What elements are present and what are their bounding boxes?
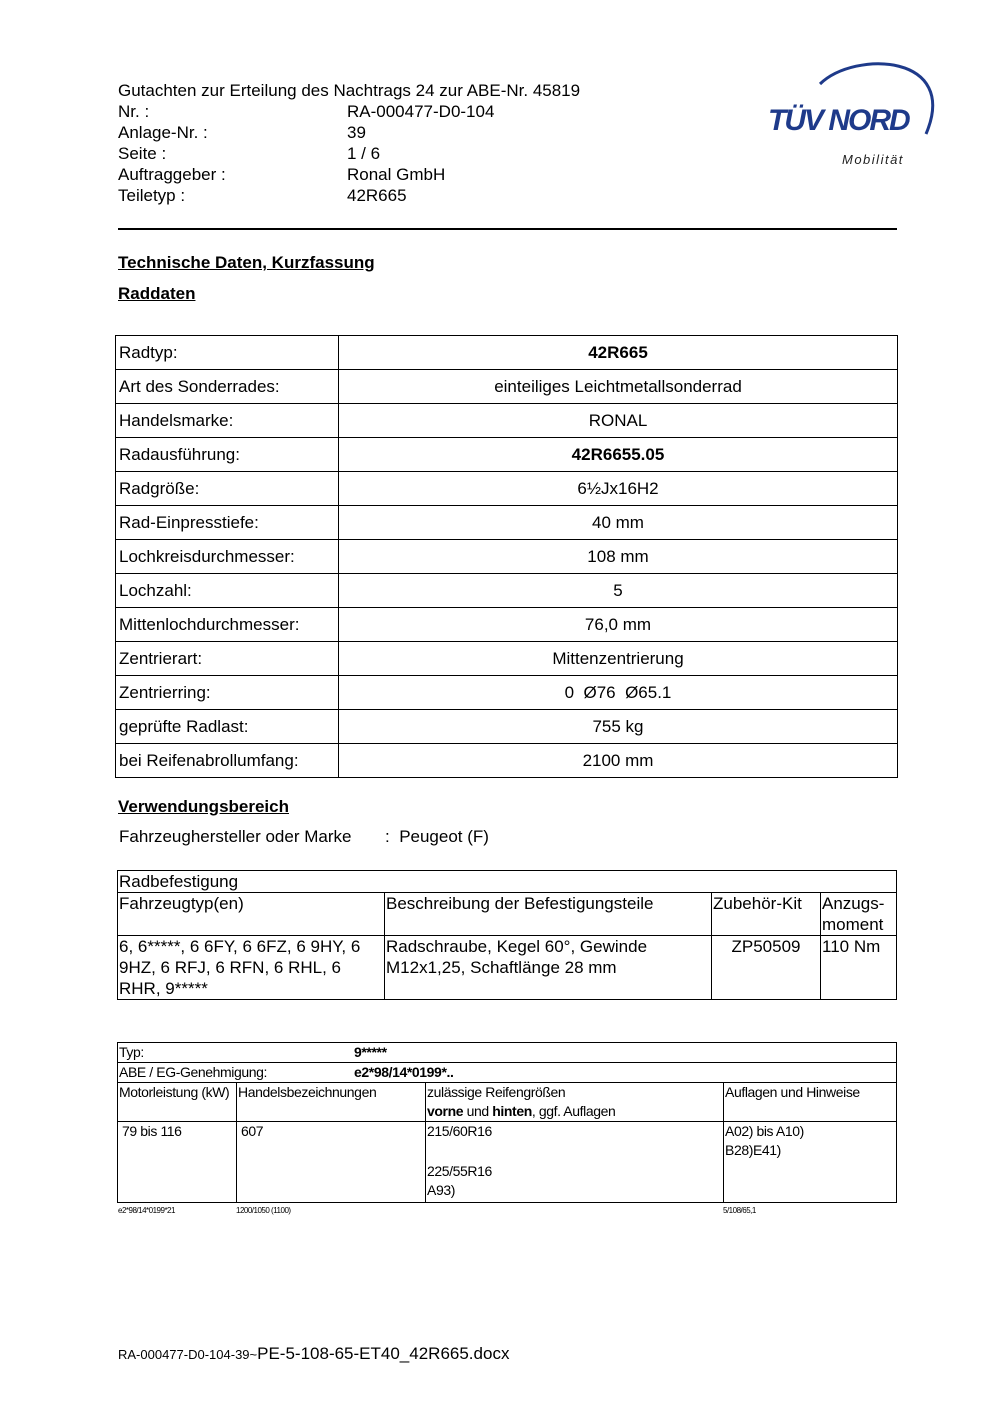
col-header-auflagen: Auflagen und Hinweise [724,1083,897,1122]
cell-fahrzeugtypen: 6, 6*****, 6 6FY, 6 6FZ, 6 9HY, 6 9HZ, 6 RFJ, 6 RFN, 6 RHL, 6 RHR, 9***** [118,936,385,1000]
table-row [116,642,898,676]
cell-reifengroessen [426,1122,724,1203]
auftraggeber-label: Auftraggeber : [118,165,226,184]
row-key: Radgröße: [116,472,339,506]
row-value: 108 mm [339,540,898,574]
table-row [118,1043,897,1063]
note-left: e2*98/14*0199*21 [118,1206,175,1215]
abe-label: ABE / EG-Genehmigung: [119,1064,268,1080]
table-row [118,871,897,893]
col-header: Anzugs-moment [821,893,897,936]
row-key: Lochkreisdurchmesser: [116,540,339,574]
table-row [116,574,898,608]
row-key: Rad-Einpresstiefe: [116,506,339,540]
section-verwendungsbereich: Verwendungsbereich [118,797,289,816]
col-header: Zubehör-Kit [712,893,821,936]
table-header-row [118,893,897,936]
reifen-header-vorne: vorne [427,1103,464,1119]
table-row [116,472,898,506]
abe-row [118,1063,897,1083]
table-row [116,744,898,778]
table-row [116,710,898,744]
reifen-b: 225/55R16 [427,1163,492,1179]
row-key: Radausführung: [116,438,339,472]
row-key: Zentrierart: [116,642,339,676]
row-key: Lochzahl: [116,574,339,608]
row-value: 76,0 mm [339,608,898,642]
row-value: RONAL [339,404,898,438]
cell-beschreibung: Radschraube, Kegel 60°, Gewinde M12x1,25, Schaftlänge 28 mm [385,936,712,1000]
radbefestigung-table [117,870,897,1000]
cell-anzugsmoment: 110 Nm [821,936,897,1000]
raddaten-table [115,335,898,778]
footer-part2: PE-5-108-65-ET40_42R665.docx [257,1344,510,1363]
col-header: Beschreibung der Befestigungsteile [385,893,712,936]
cell-auflagen [724,1122,897,1203]
fahrzeughersteller-value: Peugeot (F) [399,827,489,846]
teiletyp-value: 42R665 [347,186,407,205]
auflagen-b: B28)E41) [725,1142,781,1158]
row-key: Radtyp: [116,336,339,370]
header-divider [118,228,897,230]
anlage-label: Anlage-Nr. : [118,123,208,142]
col-header-handelsbezeichnungen: Handelsbezeichnungen [237,1083,426,1122]
table-row [116,506,898,540]
row-value: 42R6655.05 [339,438,898,472]
note-right: 5/108/65,1 [723,1206,756,1215]
col-header: Fahrzeugtyp(en) [118,893,385,936]
seite-label: Seite : [118,144,167,163]
nr-label: Nr. : [118,102,150,121]
typ-value: 9***** [354,1044,387,1060]
anlage-value: 39 [347,123,366,142]
row-value: 2100 mm [339,744,898,778]
row-value: einteiliges Leichtmetallsonderrad [339,370,898,404]
row-value: 6½Jx16H2 [339,472,898,506]
note-mid: 1200/1050 (1100) [236,1206,291,1215]
table-row [116,676,898,710]
row-value: Mittenzentrierung [339,642,898,676]
table-row [118,1122,897,1203]
teiletyp-label: Teiletyp : [118,186,186,205]
row-value: 0 Ø76 Ø65.1 [339,676,898,710]
auftraggeber-value: Ronal GmbH [347,165,446,184]
reifen-a: 215/60R16 [427,1123,492,1139]
row-value: 755 kg [339,710,898,744]
reifen-header-line1: zulässige Reifengrößen [427,1084,566,1100]
logo-sub: Mobilität [842,152,904,167]
reifen-header-hinten: hinten [492,1103,532,1119]
table-row [116,438,898,472]
table-row [118,936,897,1000]
row-key: bei Reifenabrollumfang: [116,744,339,778]
cell-zubehoer-kit: ZP50509 [712,936,821,1000]
seite-value: 1 / 6 [347,144,381,163]
col-header-reifengroessen [426,1083,724,1122]
typ-table [117,1042,897,1203]
table-header-row [118,1083,897,1122]
nr-value: RA-000477-D0-104 [347,102,495,121]
footer [118,1344,509,1364]
tuev-nord-logo [760,56,940,176]
fahrzeughersteller-label: Fahrzeughersteller oder Marke [119,827,352,846]
row-key: geprüfte Radlast: [116,710,339,744]
row-key: Zentrierring: [116,676,339,710]
typ-row [118,1043,897,1063]
section-technische-daten: Technische Daten, Kurzfassung [118,253,375,272]
reifen-header-rest: , ggf. Auflagen [531,1103,616,1119]
fahrzeughersteller-line [119,827,489,847]
row-key: Mittenlochdurchmesser: [116,608,339,642]
table-row [116,608,898,642]
fahrzeughersteller-sep: : [385,827,390,846]
row-value: 42R665 [339,336,898,370]
table-row [116,404,898,438]
row-value: 40 mm [339,506,898,540]
row-key: Handelsmarke: [116,404,339,438]
cell-motorleistung: 79 bis 116 [118,1122,237,1203]
radbefestigung-title: Radbefestigung [118,871,897,893]
footer-part1: RA-000477-D0-104-39~ [118,1347,258,1362]
table-row [116,540,898,574]
col-header-motorleistung: Motorleistung (kW) [118,1083,237,1122]
document-title: Gutachten zur Erteilung des Nachtrags 24 zur ABE-Nr. 45819 [118,81,581,100]
reifen-c: A93) [427,1182,455,1198]
auflagen-a: A02) bis A10) [725,1123,804,1139]
abe-value: e2*98/14*0199*.. [354,1064,454,1080]
table-row [116,336,898,370]
section-raddaten: Raddaten [118,284,196,303]
logo-brand: TÜV NORD [768,104,909,137]
fahrzeughersteller-value-wrap [385,827,489,847]
row-value: 5 [339,574,898,608]
table-row [116,370,898,404]
table-row [118,1063,897,1083]
cell-handelsbezeichnung: 607 [237,1122,426,1203]
row-key: Art des Sonderrades: [116,370,339,404]
typ-label: Typ: [119,1044,144,1060]
reifen-header-und: und [463,1103,493,1119]
